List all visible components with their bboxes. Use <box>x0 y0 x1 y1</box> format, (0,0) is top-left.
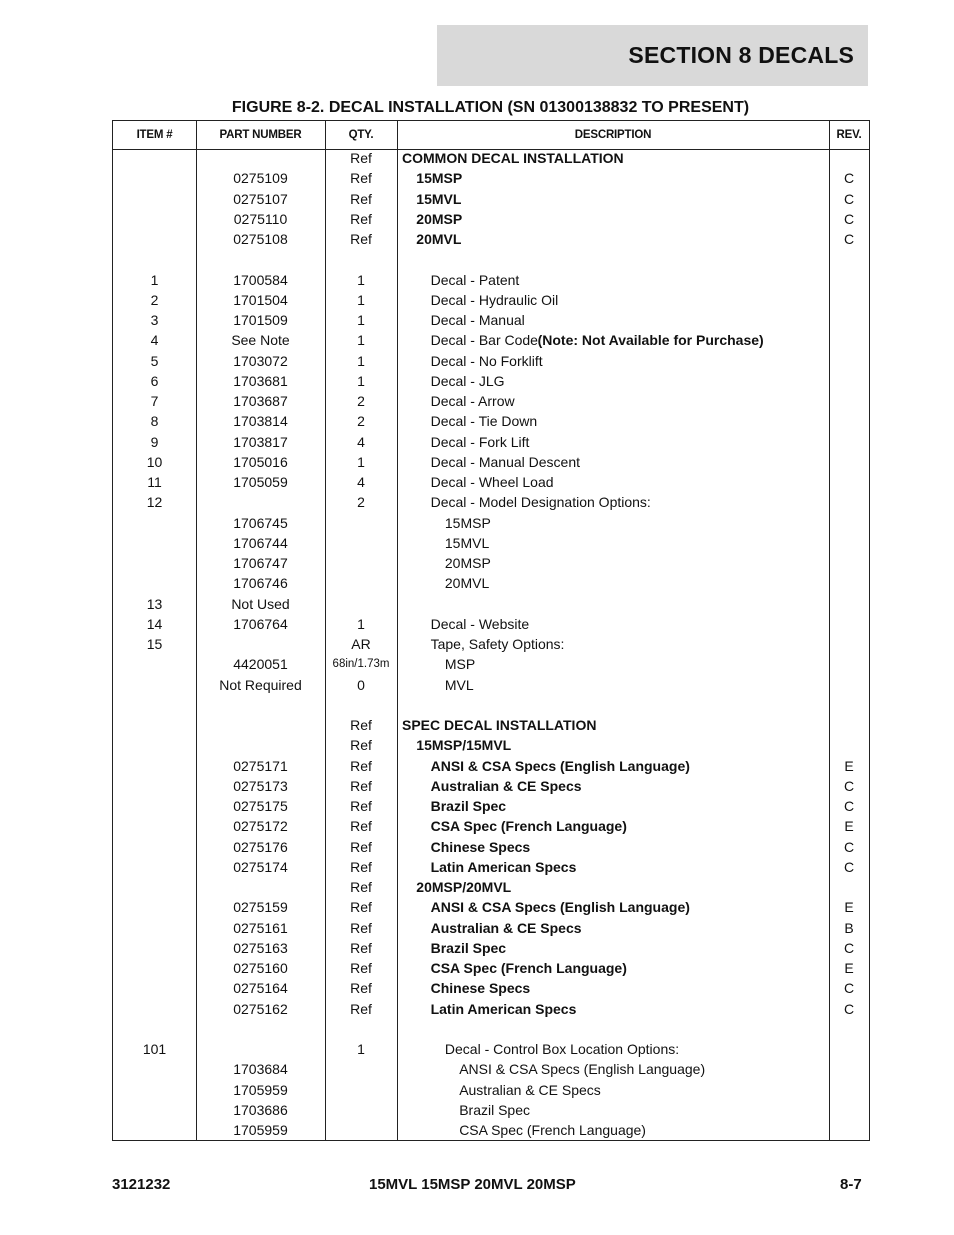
qty-cell: Ref <box>350 818 372 835</box>
part-number-cell: Not Required <box>219 676 302 693</box>
item-number-cell: 14 <box>146 615 163 632</box>
part-number-cell: 0275173 <box>233 777 288 794</box>
description-cell: 15MSP <box>416 170 463 187</box>
table-row <box>113 209 869 229</box>
table-row <box>113 654 869 674</box>
item-number-cell: 4 <box>150 332 159 349</box>
revision-cell: C <box>843 838 855 855</box>
qty-cell: Ref <box>350 190 372 207</box>
table-row <box>113 1100 869 1120</box>
description-cell: 20MSP/20MVL <box>416 879 512 895</box>
qty-cell: 4 <box>357 474 365 490</box>
qty-cell: Ref <box>350 210 372 227</box>
part-number-cell: 1700584 <box>233 271 288 288</box>
revision-cell: E <box>844 960 854 976</box>
description-cell: Brazil Spec <box>430 798 507 814</box>
part-number-cell: 1706746 <box>233 575 288 592</box>
item-number-cell: 7 <box>150 393 159 409</box>
part-number-cell: 0275174 <box>233 858 288 875</box>
description-cell: Decal - Arrow <box>430 393 515 409</box>
table-row <box>113 614 869 634</box>
footer-page-number: 8-7 <box>840 1176 862 1193</box>
description-cell: Decal - Manual <box>430 312 525 328</box>
qty-cell: 1 <box>357 453 365 470</box>
description-cell: Australian & CE Specs <box>459 1081 601 1098</box>
qty-cell: Ref <box>350 798 372 814</box>
revision-cell: C <box>843 798 855 814</box>
qty-cell: Ref <box>350 717 372 733</box>
table-row <box>113 553 869 573</box>
footer-models: 15MVL 15MSP 20MVL 20MSP <box>369 1176 576 1193</box>
table-row <box>113 189 869 209</box>
description-cell: CSA Spec (French Language) <box>430 960 627 976</box>
qty-cell: 4 <box>357 433 365 450</box>
table-row <box>113 411 869 431</box>
description-cell: Decal - Manual Descent <box>430 453 580 470</box>
qty-cell: 0 <box>357 676 365 693</box>
description-cell: Decal - Bar Code <box>430 332 538 349</box>
description-cell: Decal - Tie Down <box>430 413 538 430</box>
qty-cell: 68in/1.73m <box>332 658 390 671</box>
table-row <box>113 310 869 330</box>
part-number-cell: 0275109 <box>233 170 288 187</box>
revision-cell: C <box>843 210 855 227</box>
qty-cell: 1 <box>357 312 365 328</box>
header-description: DESCRIPTION <box>574 129 652 141</box>
description-cell: 20MSP <box>444 555 491 571</box>
table-row <box>113 573 869 593</box>
item-number-cell: 12 <box>146 494 163 511</box>
item-number-cell: 15 <box>146 636 163 652</box>
table-row <box>113 897 869 917</box>
table-row <box>113 168 869 188</box>
revision-cell: C <box>843 190 855 207</box>
item-number-cell: 10 <box>146 453 163 470</box>
qty-cell: 2 <box>357 494 365 511</box>
description-cell: COMMON DECAL INSTALLATION <box>402 150 624 166</box>
table-row <box>113 594 869 614</box>
part-number-cell: 1706745 <box>233 514 288 531</box>
part-number-cell: 0275164 <box>233 980 288 997</box>
part-number-cell: 0275159 <box>233 899 288 916</box>
description-cell: Decal - Wheel Load <box>430 474 554 490</box>
qty-cell: 1 <box>357 615 365 632</box>
parts-table <box>112 120 870 1141</box>
description-cell: MSP <box>444 656 476 673</box>
table-row <box>113 391 869 411</box>
part-number-cell: 1705016 <box>233 453 288 470</box>
qty-cell: Ref <box>350 757 372 774</box>
figure-title: FIGURE 8-2. DECAL INSTALLATION (SN 01300138832 TO PRESENT) <box>231 99 750 116</box>
header-qty: QTY. <box>348 129 374 141</box>
revision-cell: E <box>844 899 854 916</box>
description-cell: 20MVL <box>416 231 462 247</box>
revision-cell: C <box>843 939 855 956</box>
part-number-cell: 0275172 <box>233 818 288 835</box>
description-cell: 20MSP <box>416 210 463 227</box>
item-number-cell: 13 <box>146 595 163 612</box>
part-number-cell: 1703687 <box>233 393 288 409</box>
part-number-cell: 1706747 <box>233 555 288 571</box>
part-number-cell: 1703684 <box>233 1061 288 1078</box>
qty-cell: Ref <box>350 919 372 936</box>
qty-cell: 1 <box>357 1041 365 1057</box>
revision-cell: C <box>843 1000 855 1017</box>
table-row <box>113 229 869 249</box>
table-row <box>113 816 869 836</box>
description-cell: Tape, Safety Options: <box>430 636 565 652</box>
qty-cell: AR <box>351 636 371 652</box>
description-cell: Chinese Specs <box>430 980 531 997</box>
part-number-cell: 0275110 <box>233 210 288 227</box>
table-row <box>113 270 869 290</box>
revision-cell: C <box>843 980 855 997</box>
part-number-cell: 4420051 <box>233 656 288 673</box>
qty-cell: Ref <box>350 777 372 794</box>
description-cell: ANSI & CSA Specs (English Language) <box>430 757 690 774</box>
description-cell: Latin American Specs <box>430 858 577 875</box>
table-row <box>113 472 869 492</box>
description-cell: Chinese Specs <box>430 838 531 855</box>
qty-cell: 1 <box>357 332 365 349</box>
revision-cell: C <box>843 170 855 187</box>
description-cell: Decal - Website <box>430 615 530 632</box>
qty-cell: 1 <box>357 291 365 308</box>
part-number-cell: 1706744 <box>233 534 288 551</box>
part-number-cell: 1706764 <box>233 615 288 632</box>
item-number-cell: 6 <box>150 372 159 389</box>
qty-cell: Ref <box>350 980 372 997</box>
description-cell: Decal - Patent <box>430 271 520 288</box>
table-row <box>113 837 869 857</box>
table-row <box>113 776 869 796</box>
item-number-cell: 101 <box>142 1041 167 1057</box>
part-number-cell: 0275175 <box>233 798 288 814</box>
part-number-cell: 1705959 <box>233 1122 288 1138</box>
description-cell: Decal - Hydraulic Oil <box>430 291 559 308</box>
part-number-cell: Not Used <box>231 595 290 612</box>
part-number-cell: 1705059 <box>233 474 288 490</box>
description-note: (Note: Not Available for Purchase) <box>537 332 764 349</box>
revision-cell: E <box>844 757 854 774</box>
part-number-cell: 0275160 <box>233 960 288 976</box>
part-number-cell: 0275163 <box>233 939 288 956</box>
description-cell: CSA Spec (French Language) <box>430 818 627 835</box>
revision-cell: B <box>844 919 854 936</box>
part-number-cell: 1701504 <box>233 291 288 308</box>
qty-cell: 1 <box>357 352 365 369</box>
part-number-cell: 1703817 <box>233 433 288 450</box>
description-cell: 15MSP <box>444 514 491 531</box>
revision-cell: C <box>843 777 855 794</box>
description-cell: ANSI & CSA Specs (English Language) <box>459 1061 706 1078</box>
part-number-cell: 1703681 <box>233 372 288 389</box>
part-number-cell: 1703072 <box>233 352 288 369</box>
table-row <box>113 756 869 776</box>
table-row <box>113 513 869 533</box>
qty-cell: 2 <box>357 393 365 409</box>
description-cell: Decal - JLG <box>430 372 505 389</box>
table-row <box>113 675 869 695</box>
description-cell: Decal - Fork Lift <box>430 433 530 450</box>
table-row <box>113 432 869 452</box>
description-cell: 15MVL <box>416 190 462 207</box>
qty-cell: Ref <box>350 939 372 956</box>
part-number-cell: 1701509 <box>233 312 288 328</box>
description-cell: MVL <box>444 676 474 693</box>
description-cell: Decal - Control Box Location Options: <box>444 1041 680 1057</box>
part-number-cell: 0275107 <box>233 190 288 207</box>
item-number-cell: 5 <box>150 352 159 369</box>
table-row <box>113 533 869 553</box>
table-row <box>113 796 869 816</box>
description-cell: 15MVL <box>444 534 490 551</box>
qty-cell: Ref <box>350 170 372 187</box>
revision-cell: C <box>843 858 855 875</box>
part-number-cell: See Note <box>231 332 290 349</box>
table-row <box>113 330 869 350</box>
description-cell: Decal - Model Designation Options: <box>430 494 651 511</box>
table-row <box>113 1039 869 1059</box>
description-cell: SPEC DECAL INSTALLATION <box>402 717 597 733</box>
description-cell: 15MSP/15MVL <box>416 737 512 754</box>
qty-cell: 1 <box>357 271 365 288</box>
revision-cell: C <box>843 231 855 247</box>
revision-cell: E <box>844 818 854 835</box>
description-cell: Latin American Specs <box>430 1000 577 1017</box>
description-cell: Australian & CE Specs <box>430 919 582 936</box>
part-number-cell: 1703814 <box>233 413 288 430</box>
description-cell: Australian & CE Specs <box>430 777 582 794</box>
table-row <box>113 1120 869 1140</box>
table-row <box>113 492 869 512</box>
table-row <box>113 938 869 958</box>
item-number-cell: 8 <box>150 413 159 430</box>
table-row <box>113 958 869 978</box>
item-number-cell: 2 <box>150 291 159 308</box>
description-cell: Brazil Spec <box>430 939 507 956</box>
table-row <box>113 351 869 371</box>
item-number-cell: 9 <box>150 433 159 450</box>
qty-cell: 2 <box>357 413 365 430</box>
table-row <box>113 715 869 735</box>
header-item: ITEM # <box>136 129 173 141</box>
qty-cell: 1 <box>357 372 365 389</box>
part-number-cell: 1705959 <box>233 1081 288 1098</box>
qty-cell: Ref <box>350 960 372 976</box>
header-part-number: PART NUMBER <box>219 129 302 141</box>
description-cell: Decal - No Forklift <box>430 352 543 369</box>
header-rev: REV. <box>836 129 862 141</box>
item-number-cell: 3 <box>150 312 159 328</box>
qty-cell: Ref <box>350 899 372 916</box>
part-number-cell: 1703686 <box>233 1101 288 1118</box>
table-row <box>113 371 869 391</box>
part-number-cell: 0275108 <box>233 231 288 247</box>
item-number-cell: 1 <box>150 271 159 288</box>
table-row <box>113 978 869 998</box>
part-number-cell: 0275162 <box>233 1000 288 1017</box>
part-number-cell: 0275176 <box>233 838 288 855</box>
part-number-cell: 0275161 <box>233 919 288 936</box>
table-row <box>113 999 869 1019</box>
table-row <box>113 290 869 310</box>
table-row <box>113 1080 869 1100</box>
table-row <box>113 857 869 877</box>
description-cell: ANSI & CSA Specs (English Language) <box>430 899 690 916</box>
item-number-cell: 11 <box>147 474 162 490</box>
description-cell: 20MVL <box>444 575 490 592</box>
qty-cell: Ref <box>350 150 372 166</box>
table-row <box>113 452 869 472</box>
table-row <box>113 735 869 755</box>
description-cell: Brazil Spec <box>459 1101 530 1118</box>
table-row <box>113 1059 869 1079</box>
table-row <box>113 918 869 938</box>
section-banner <box>437 25 868 86</box>
footer-doc-number: 3121232 <box>112 1176 171 1193</box>
part-number-cell: 0275171 <box>233 757 288 774</box>
qty-cell: Ref <box>350 858 372 875</box>
qty-cell: Ref <box>350 231 372 247</box>
qty-cell: Ref <box>350 879 372 895</box>
qty-cell: Ref <box>350 737 372 754</box>
table-row <box>113 148 869 168</box>
section-title: SECTION 8 DECALS <box>628 42 854 68</box>
qty-cell: Ref <box>350 1000 372 1017</box>
table-row <box>113 877 869 897</box>
qty-cell: Ref <box>350 838 372 855</box>
table-row <box>113 634 869 654</box>
description-cell: CSA Spec (French Language) <box>459 1122 646 1138</box>
